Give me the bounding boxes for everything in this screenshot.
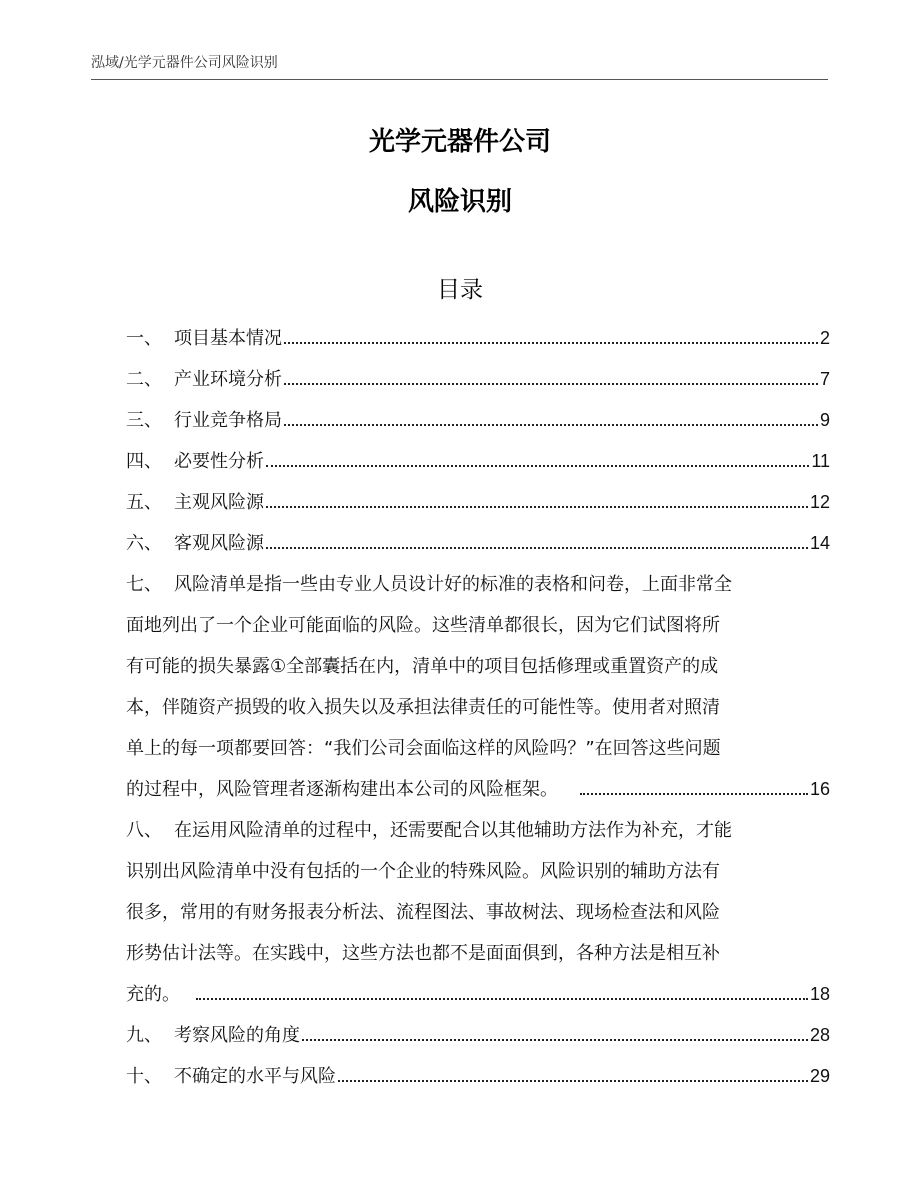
toc-leader bbox=[580, 792, 808, 795]
toc-entry-page[interactable]: 9 bbox=[819, 410, 830, 430]
toc-entry-number: 七、 bbox=[126, 574, 162, 595]
toc-entry-title[interactable]: 行业竞争格局 bbox=[174, 410, 282, 431]
toc-entry-line bbox=[126, 564, 830, 605]
toc-entry-text-line[interactable]: 很多，常用的有财务报表分析法、流程图法、事故树法、现场检查法和风险 bbox=[126, 902, 720, 923]
running-header-text: 泓域/光学元器件公司风险识别 bbox=[91, 55, 278, 71]
toc-entry-number: 三、 bbox=[126, 410, 162, 431]
toc-entry-text-line[interactable]: 面地列出了一个企业可能面临的风险。这些清单都很长，因为它们试图将所 bbox=[126, 615, 720, 636]
toc-entry-page[interactable]: 11 bbox=[811, 451, 830, 471]
toc-leader bbox=[284, 423, 818, 426]
toc-entry-long[interactable] bbox=[126, 810, 830, 1015]
toc-entry-title[interactable]: 项目基本情况 bbox=[174, 328, 282, 349]
running-header bbox=[91, 52, 828, 80]
toc-entry-page[interactable]: 2 bbox=[819, 328, 830, 348]
toc-entry-page[interactable]: 28 bbox=[809, 1025, 830, 1045]
toc-entry-title[interactable]: 主观风险源 bbox=[174, 492, 264, 513]
toc-entry-page[interactable]: 7 bbox=[819, 369, 830, 389]
toc-entry-title[interactable]: 不确定的水平与风险 bbox=[174, 1066, 336, 1087]
toc-entry-number: 六、 bbox=[126, 533, 162, 554]
toc-leader bbox=[284, 341, 818, 344]
toc-leader bbox=[196, 997, 808, 1000]
toc-entry[interactable] bbox=[126, 1015, 830, 1056]
toc-entry-page[interactable]: 16 bbox=[809, 779, 830, 799]
toc-entry-text-line[interactable]: 充的。 bbox=[126, 984, 180, 1005]
toc-leader bbox=[284, 382, 818, 385]
document-title: 光学元器件公司 bbox=[368, 127, 551, 157]
toc-entry-text-line[interactable]: 形势估计法等。在实践中，这些方法也都不是面面俱到，各种方法是相互补 bbox=[126, 943, 720, 964]
toc-entry-title[interactable]: 考察风险的角度 bbox=[174, 1025, 300, 1046]
toc-entry-line bbox=[126, 769, 830, 810]
toc-entry-line bbox=[126, 810, 830, 851]
toc-entry-page[interactable]: 18 bbox=[809, 984, 830, 1004]
toc-entry-number: 二、 bbox=[126, 369, 162, 390]
toc-entry[interactable] bbox=[126, 523, 830, 564]
toc-entry[interactable] bbox=[126, 482, 830, 523]
toc-leader bbox=[338, 1079, 808, 1082]
toc-entry-text-line[interactable]: 识别出风险清单中没有包括的一个企业的特殊风险。风险识别的辅助方法有 bbox=[126, 861, 720, 882]
toc-heading: 目录 bbox=[437, 277, 483, 303]
toc-entry-line bbox=[126, 974, 830, 1015]
toc-entry[interactable] bbox=[126, 318, 830, 359]
toc-entry[interactable] bbox=[126, 359, 830, 400]
toc-leader bbox=[302, 1038, 808, 1041]
toc-entry-text-line[interactable]: 单上的每一项都要回答：“我们公司会面临这样的风险吗？”在回答这些问题 bbox=[126, 738, 721, 759]
toc-entry-number: 八、 bbox=[126, 820, 162, 841]
toc-entry-page[interactable]: 12 bbox=[809, 492, 830, 512]
toc-entry-page[interactable]: 29 bbox=[809, 1066, 830, 1086]
toc-entry-number: 一、 bbox=[126, 328, 162, 349]
table-of-contents bbox=[126, 318, 830, 1097]
toc-leader bbox=[266, 464, 809, 467]
toc-entry[interactable] bbox=[126, 400, 830, 441]
toc-entry-page[interactable]: 14 bbox=[809, 533, 830, 553]
toc-entry-text-line[interactable]: 风险清单是指一些由专业人员设计好的标准的表格和问卷，上面非常全 bbox=[174, 574, 732, 595]
toc-entry[interactable] bbox=[126, 1056, 830, 1097]
toc-entry-number: 九、 bbox=[126, 1025, 162, 1046]
toc-entry-number: 十、 bbox=[126, 1066, 162, 1087]
toc-entry-long[interactable] bbox=[126, 564, 830, 810]
toc-entry[interactable] bbox=[126, 441, 830, 482]
toc-entry-text-line[interactable]: 在运用风险清单的过程中，还需要配合以其他辅助方法作为补充，才能 bbox=[174, 820, 732, 841]
toc-entry-text-line[interactable]: 本，伴随资产损毁的收入损失以及承担法律责任的可能性等。使用者对照清 bbox=[126, 697, 720, 718]
document-subtitle: 风险识别 bbox=[407, 187, 512, 217]
toc-entry-number: 五、 bbox=[126, 492, 162, 513]
toc-entry-text-line[interactable]: 的过程中，风险管理者逐渐构建出本公司的风险框架。 bbox=[126, 779, 558, 800]
toc-leader bbox=[266, 546, 808, 549]
toc-entry-title[interactable]: 客观风险源 bbox=[174, 533, 264, 554]
toc-entry-number: 四、 bbox=[126, 451, 162, 472]
toc-entry-title[interactable]: 产业环境分析 bbox=[174, 369, 282, 390]
toc-leader bbox=[266, 505, 808, 508]
toc-entry-text-line[interactable]: 有可能的损失暴露①全部囊括在内，清单中的项目包括修理或重置资产的成 bbox=[126, 656, 719, 677]
toc-entry-title[interactable]: 必要性分析 bbox=[174, 451, 264, 472]
